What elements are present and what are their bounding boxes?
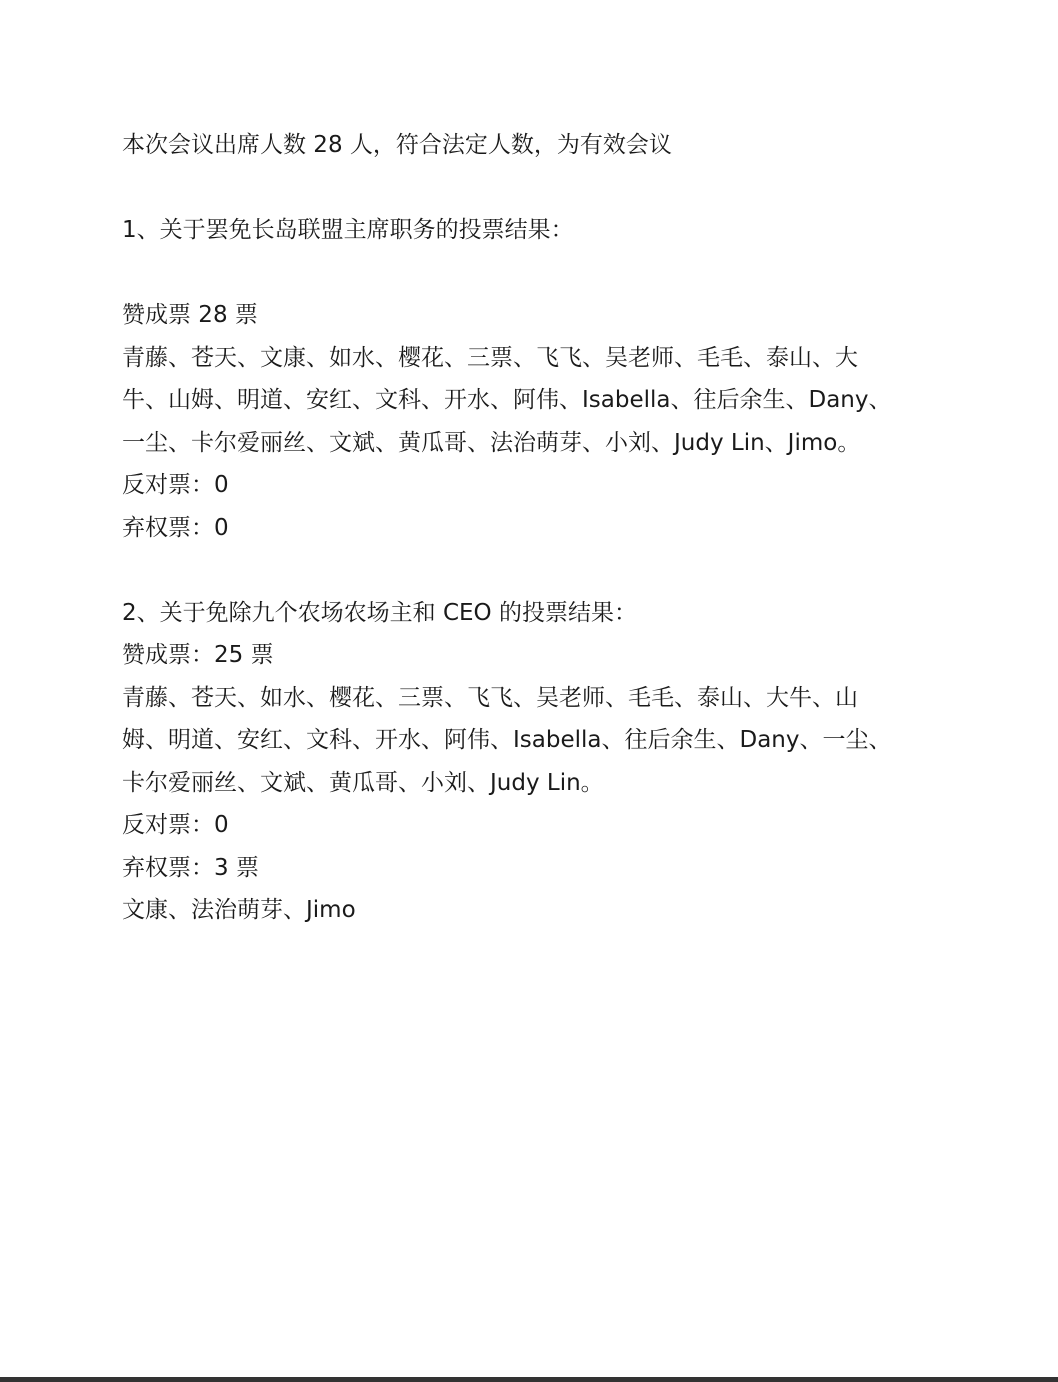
section2-abstain-names: 文康、法治萌芽、Jimo: [122, 897, 356, 923]
section2-approve-names-line-3: 卡尔爱丽丝、文斌、黄瓜哥、小刘、Judy Lin。: [122, 769, 604, 796]
section1-heading: 1、关于罢免长岛联盟主席职务的投票结果：: [122, 217, 574, 243]
section2-approve-names-line-2: 姆、明道、安红、文科、开水、阿伟、Isabella、往后余生、Dany、一尘、: [122, 727, 892, 753]
section1-approve-names-line-1: 青藤、苍天、文康、如水、樱花、三票、飞飞、吴老师、毛毛、泰山、大: [122, 344, 858, 371]
spacer: [122, 167, 922, 210]
section2-oppose: 反对票：0: [122, 812, 229, 838]
section2-approve-names-line-1: 青藤、苍天、如水、樱花、三票、飞飞、吴老师、毛毛、泰山、大牛、山: [122, 684, 858, 711]
section1-oppose: 反对票：0: [122, 472, 229, 498]
section2-approve-title: 赞成票：25 票: [122, 642, 274, 668]
section1-approve-names-line-2: 牛、山姆、明道、安红、文科、开水、阿伟、Isabella、往后余生、Dany、: [122, 387, 892, 413]
intro-text: 本次会议出席人数 28 人，符合法定人数，为有效会议: [122, 132, 672, 158]
section2-abstain: 弃权票：3 票: [122, 854, 259, 881]
spacer: [122, 252, 922, 295]
section1-approve-title: 赞成票 28 票: [122, 302, 258, 328]
bottom-divider: [0, 1377, 1058, 1382]
document-body: [122, 124, 922, 932]
section2-heading: 2、关于免除九个农场农场主和 CEO 的投票结果：: [122, 599, 637, 626]
section1-approve-names-line-3: 一尘、卡尔爱丽丝、文斌、黄瓜哥、法治萌芽、小刘、Judy Lin、Jimo。: [122, 429, 861, 456]
section1-abstain: 弃权票：0: [122, 514, 229, 541]
spacer: [122, 549, 922, 592]
